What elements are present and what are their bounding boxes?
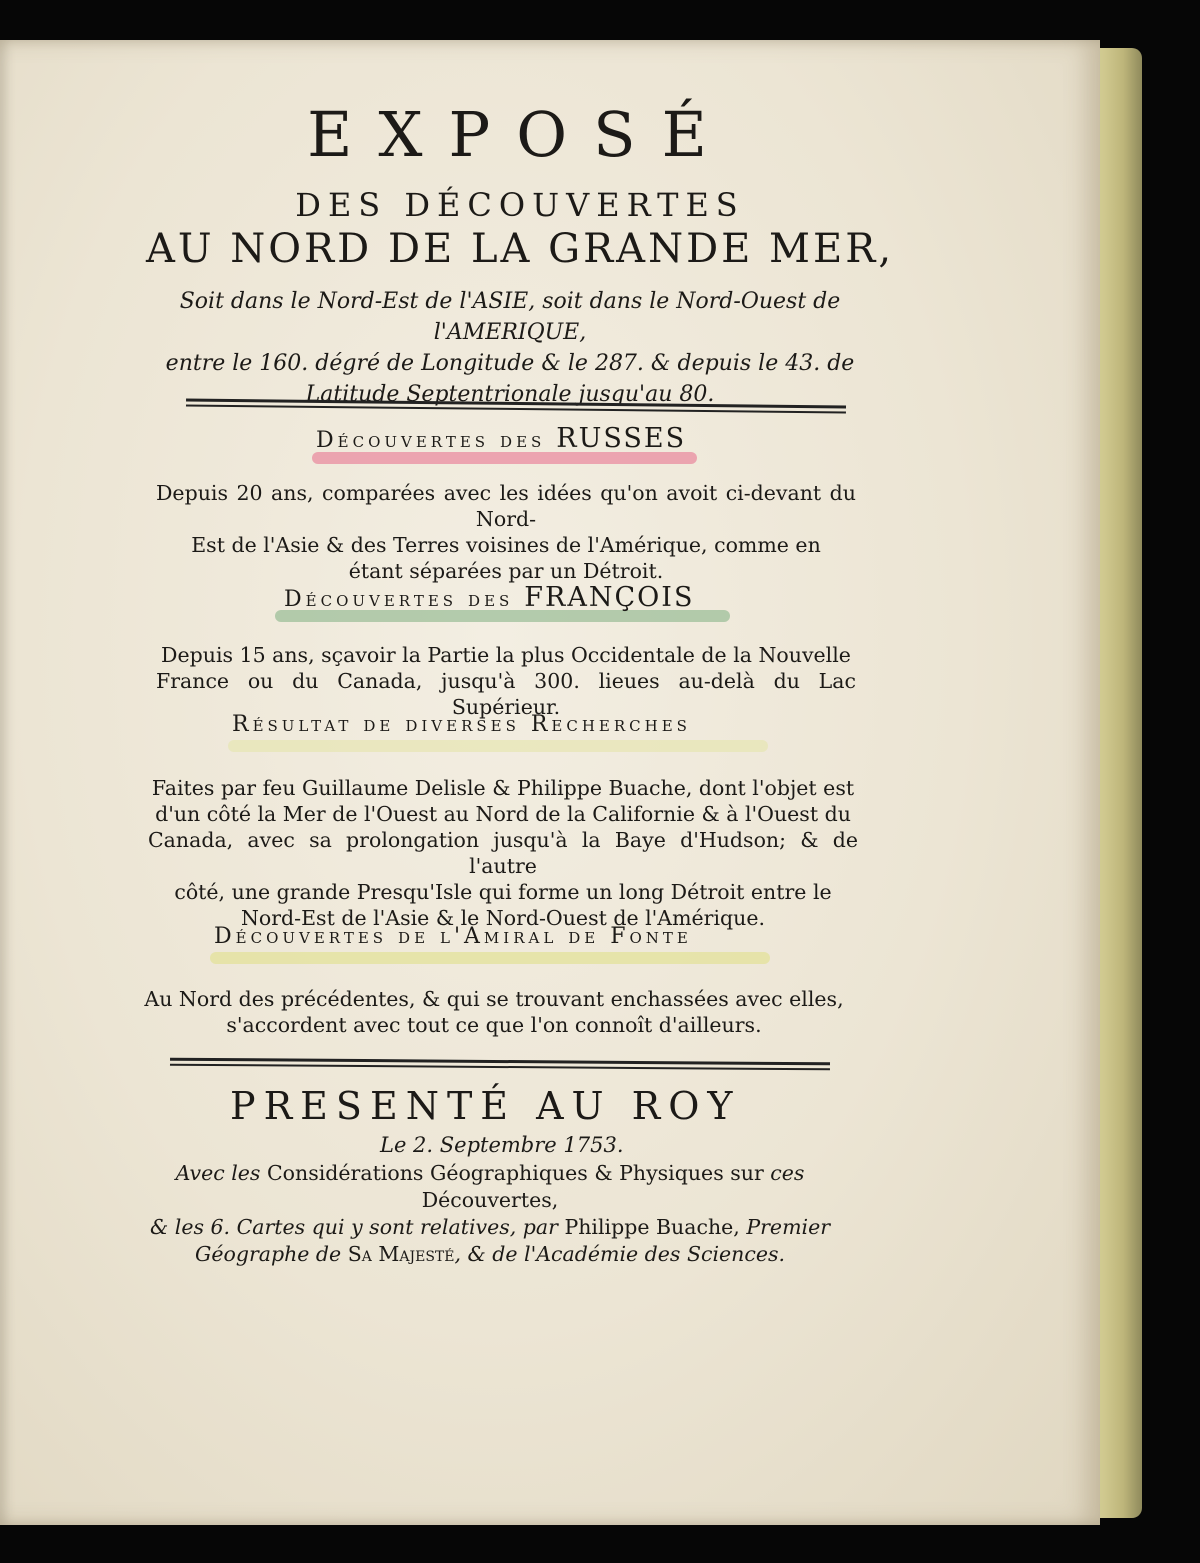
- presente-au-roy: PRESENTÉ AU ROY: [230, 1084, 741, 1128]
- text-line: Nord-Est de l'Asie & le Nord-Ouest de l'Amérique.: [240, 906, 766, 930]
- paragraph-francois: [156, 642, 856, 720]
- text-line: côté, une grande Presqu'Isle qui forme un long Détroit entre le: [174, 880, 832, 904]
- subtitle-line: Latitude Septentrionale jusqu'au 80.: [305, 382, 715, 407]
- book: [0, 40, 1145, 1525]
- title-line-2: DES DÉCOUVERTES: [295, 186, 745, 224]
- presentation-date: Le 2. Septembre 1753.: [380, 1133, 624, 1157]
- heading-fonte: Découvertes de l'Amiral de Fonte: [214, 924, 692, 949]
- subtitle-line: entre le 160. dégré de Longitude & le 287. & depuis le 43. de: [165, 351, 855, 376]
- paragraph-fonte: [144, 986, 844, 1038]
- text-line: France ou du Canada, jusqu'à 300. lieues au-delà du Lac Supérieur.: [156, 669, 856, 719]
- closing-line-3: [140, 1241, 840, 1268]
- paragraph-resultat: [148, 775, 858, 931]
- paragraph-russes: [156, 480, 856, 584]
- text-line: Depuis 20 ans, comparées avec les idées qu'on avoit ci-devant du Nord-: [156, 481, 856, 531]
- subtitle-line: Soit dans le Nord-Est de l'ASIE, soit dans le Nord-Ouest de l'AMERIQUE,: [179, 289, 841, 345]
- text-line: étant séparées par un Détroit.: [348, 559, 664, 583]
- text: Philippe Buache,: [557, 1215, 747, 1239]
- subtitle: [130, 286, 890, 410]
- text: Considérations Géographiques & Physiques sur: [260, 1161, 771, 1185]
- text-line: Faites par feu Guillaume Delisle & Philippe Buache, dont l'objet est: [151, 776, 855, 800]
- small-caps-text: Sa Majesté: [341, 1242, 455, 1266]
- italic-text: ces: [770, 1161, 805, 1185]
- closing-line-1: [140, 1160, 840, 1214]
- highlight-resultat: [228, 740, 768, 752]
- text: Découvertes,: [421, 1188, 559, 1212]
- heading-text: Découvertes des: [316, 428, 557, 453]
- text-line: Est de l'Asie & des Terres voisines de l'Amérique, comme en: [191, 533, 821, 557]
- text-line: d'un côté la Mer de l'Ouest au Nord de la Californie & à l'Ouest du: [155, 802, 851, 826]
- text-line: Depuis 15 ans, sçavoir la Partie la plus Occidentale de la Nouvelle: [161, 643, 851, 667]
- title-main: EXPOSÉ: [307, 98, 733, 171]
- heading-emphasis: RUSSES: [556, 423, 687, 454]
- double-rule-bottom: [170, 1058, 830, 1071]
- title-line-3: AU NORD DE LA GRANDE MER,: [145, 226, 895, 272]
- italic-text: Géographe de: [194, 1242, 342, 1266]
- closing-line-2: [140, 1214, 840, 1241]
- italic-text: Premier: [746, 1215, 830, 1239]
- closing-text: [140, 1160, 840, 1268]
- italic-text: & les 6. Cartes qui y sont relatives, par: [150, 1215, 558, 1239]
- heading-resultat: Résultat de diverses Recherches: [232, 712, 691, 737]
- heading-russes: [316, 423, 686, 454]
- heading-emphasis: FRANÇOIS: [524, 582, 695, 613]
- text-line: Canada, avec sa prolongation jusqu'à la Baye d'Hudson; & de l'autre: [148, 828, 858, 878]
- italic-text: Avec les: [175, 1161, 261, 1185]
- highlight-fonte: [210, 952, 770, 964]
- text-line: Au Nord des précédentes, & qui se trouvant enchassées avec elles,: [144, 987, 844, 1011]
- italic-text: , & de l'Académie des Sciences.: [454, 1242, 786, 1266]
- title-page: [0, 40, 1100, 1525]
- heading-francois: [284, 582, 694, 613]
- text-line: s'accordent avec tout ce que l'on connoît d'ailleurs.: [226, 1013, 762, 1037]
- heading-text: Découvertes des: [284, 587, 525, 612]
